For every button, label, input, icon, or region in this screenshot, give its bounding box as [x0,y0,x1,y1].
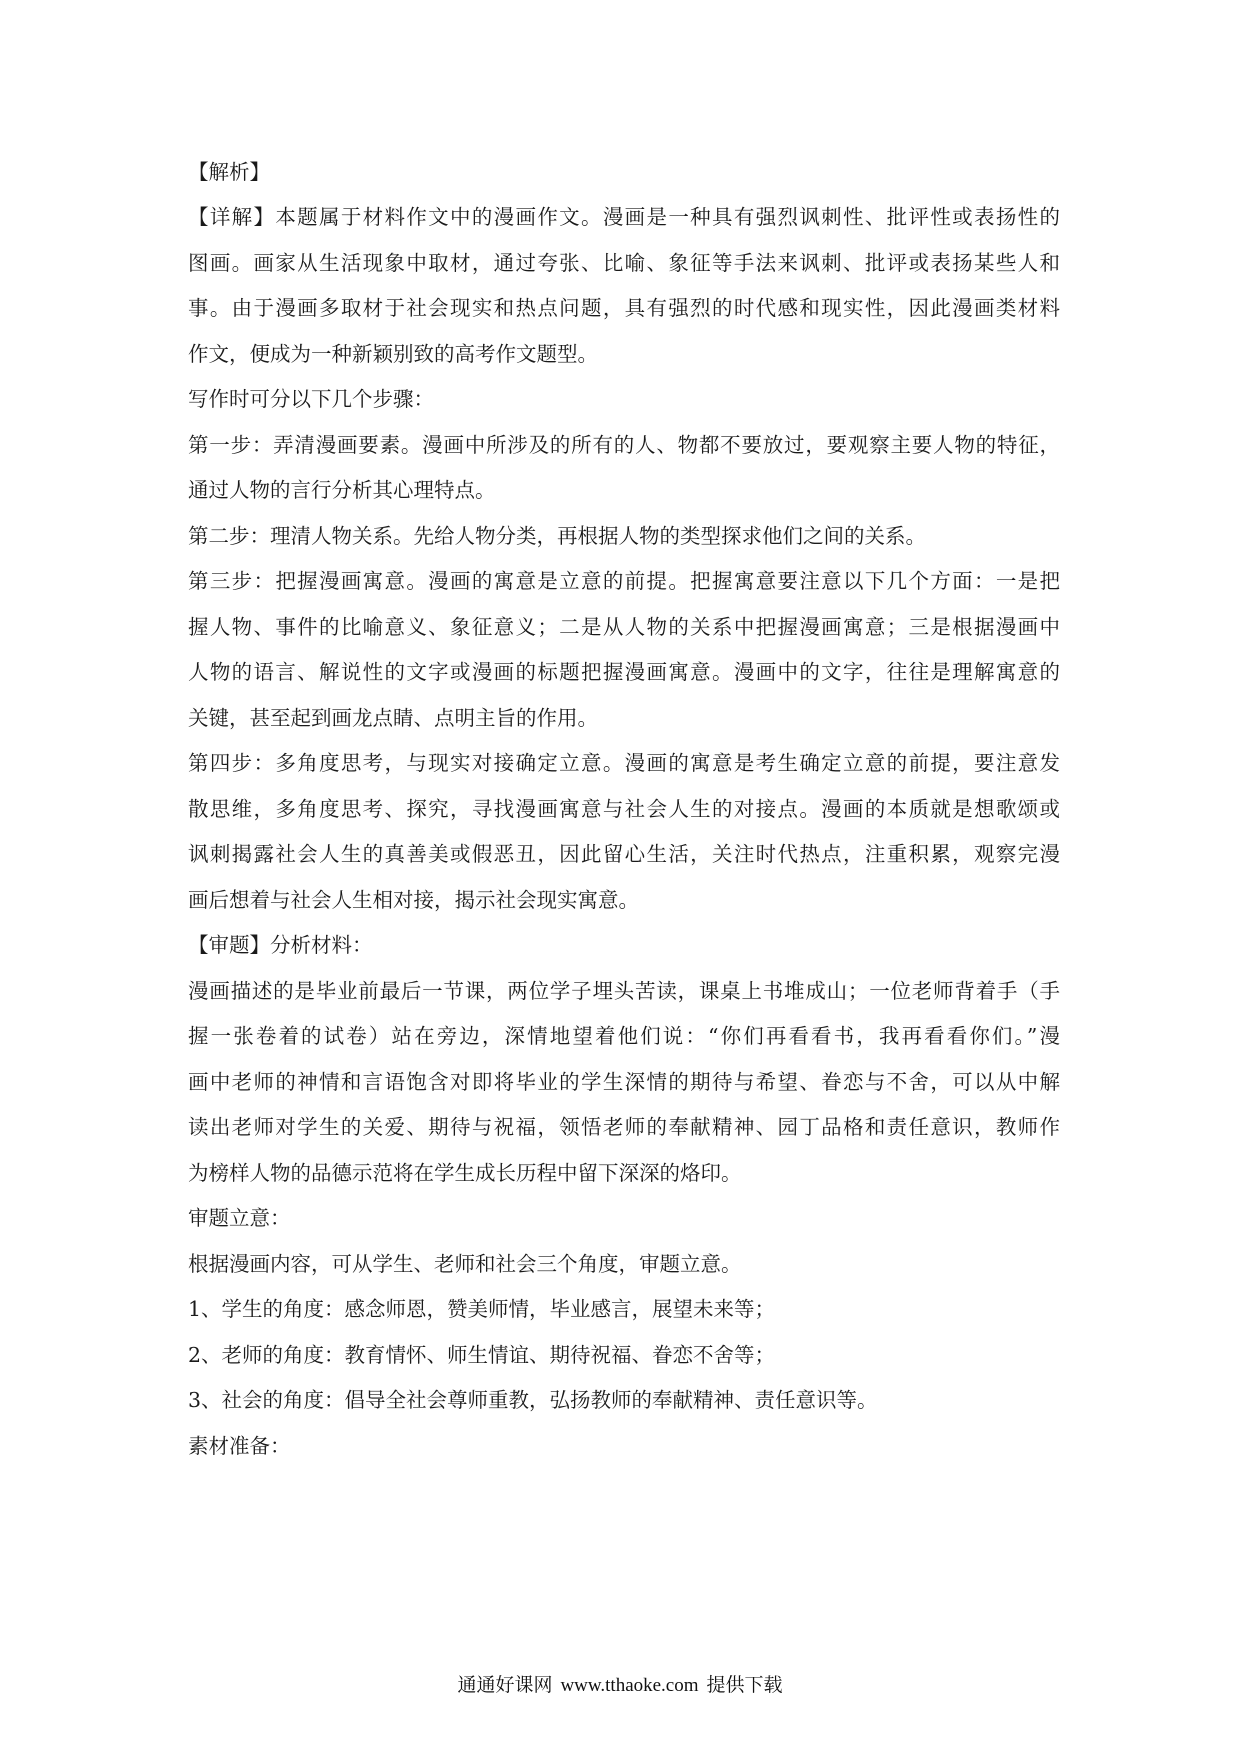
paragraph-line: 画后想着与社会人生相对接，揭示社会现实寓意。 [188,888,639,912]
page-footer [0,1672,1240,1699]
list-item: 1、学生的角度：感念师恩，赞美师情，毕业感言，展望未来等； [188,1297,776,1321]
paragraph-line: 握一张卷着的试卷）站在旁边，深情地望着他们说：“你们再看看书，我再看看你们。”漫 [188,1024,1060,1048]
paragraph-line: 读出老师对学生的关爱、期待与祝福，领悟老师的奉献精神、园丁品格和责任意识，教师作 [188,1115,1060,1139]
list-item: 3、社会的角度：倡导全社会尊师重教，弘扬教师的奉献精神、责任意识等。 [188,1388,878,1412]
footer-url[interactable]: www.tthaoke.com [560,1675,699,1696]
paragraph-line: 漫画描述的是毕业前最后一节课，两位学子埋头苦读，课桌上书堆成山；一位老师背着手（手 [188,979,1060,1003]
paragraph-line: 作文，便成为一种新颖别致的高考作文题型。 [188,342,598,366]
paragraph-line: 第二步：理清人物关系。先给人物分类，再根据人物的类型探求他们之间的关系。 [188,524,926,548]
paragraph-line: 握人物、事件的比喻意义、象征意义；二是从人物的关系中把握漫画寓意；三是根据漫画中 [188,615,1060,639]
paragraph-line: 通过人物的言行分析其心理特点。 [188,478,496,502]
section-heading-review: 【审题】分析材料： [188,933,373,957]
paragraph-line: 画中老师的神情和言语饱含对即将毕业的学生深情的期待与希望、眷恋与不舍，可以从中解 [188,1070,1060,1094]
paragraph-line: 写作时可分以下几个步骤： [188,387,434,411]
paragraph-line: 第三步：把握漫画寓意。漫画的寓意是立意的前提。把握寓意要注意以下几个方面：一是把 [188,569,1060,593]
paragraph-line: 第四步：多角度思考，与现实对接确定立意。漫画的寓意是考生确定立意的前提，要注意发 [188,751,1060,775]
paragraph-line: 事。由于漫画多取材于社会现实和热点问题，具有强烈的时代感和现实性，因此漫画类材料 [188,296,1060,320]
footer-site-name: 通通好课网 [457,1674,553,1696]
paragraph-line: 散思维，多角度思考、探究，寻找漫画寓意与社会人生的对接点。漫画的本质就是想歌颂或 [188,797,1060,821]
section-heading-analysis: 【解析】 [188,160,270,184]
paragraph-line: 根据漫画内容，可从学生、老师和社会三个角度，审题立意。 [188,1252,742,1276]
paragraph-line: 图画。画家从生活现象中取材，通过夸张、比喻、象征等手法来讽刺、批评或表扬某些人和 [188,251,1060,275]
subheading-line: 素材准备： [188,1434,291,1458]
paragraph-line: 为榜样人物的品德示范将在学生成长历程中留下深深的烙印。 [188,1161,742,1185]
list-item: 2、老师的角度：教育情怀、师生情谊、期待祝福、眷恋不舍等； [188,1343,776,1367]
paragraph-line: 讽刺揭露社会人生的真善美或假恶丑，因此留心生活，关注时代热点，注重积累，观察完漫 [188,842,1060,866]
paragraph-line: 【详解】本题属于材料作文中的漫画作文。漫画是一种具有强烈讽刺性、批评性或表扬性的 [188,205,1060,229]
subheading-line: 审题立意： [188,1206,291,1230]
paragraph-line: 人物的语言、解说性的文字或漫画的标题把握漫画寓意。漫画中的文字，往往是理解寓意的 [188,660,1060,684]
paragraph-line: 第一步：弄清漫画要素。漫画中所涉及的所有的人、物都不要放过，要观察主要人物的特征， [188,433,1060,457]
footer-suffix: 提供下载 [706,1674,783,1696]
paragraph-line: 关键，甚至起到画龙点睛、点明主旨的作用。 [188,706,598,730]
